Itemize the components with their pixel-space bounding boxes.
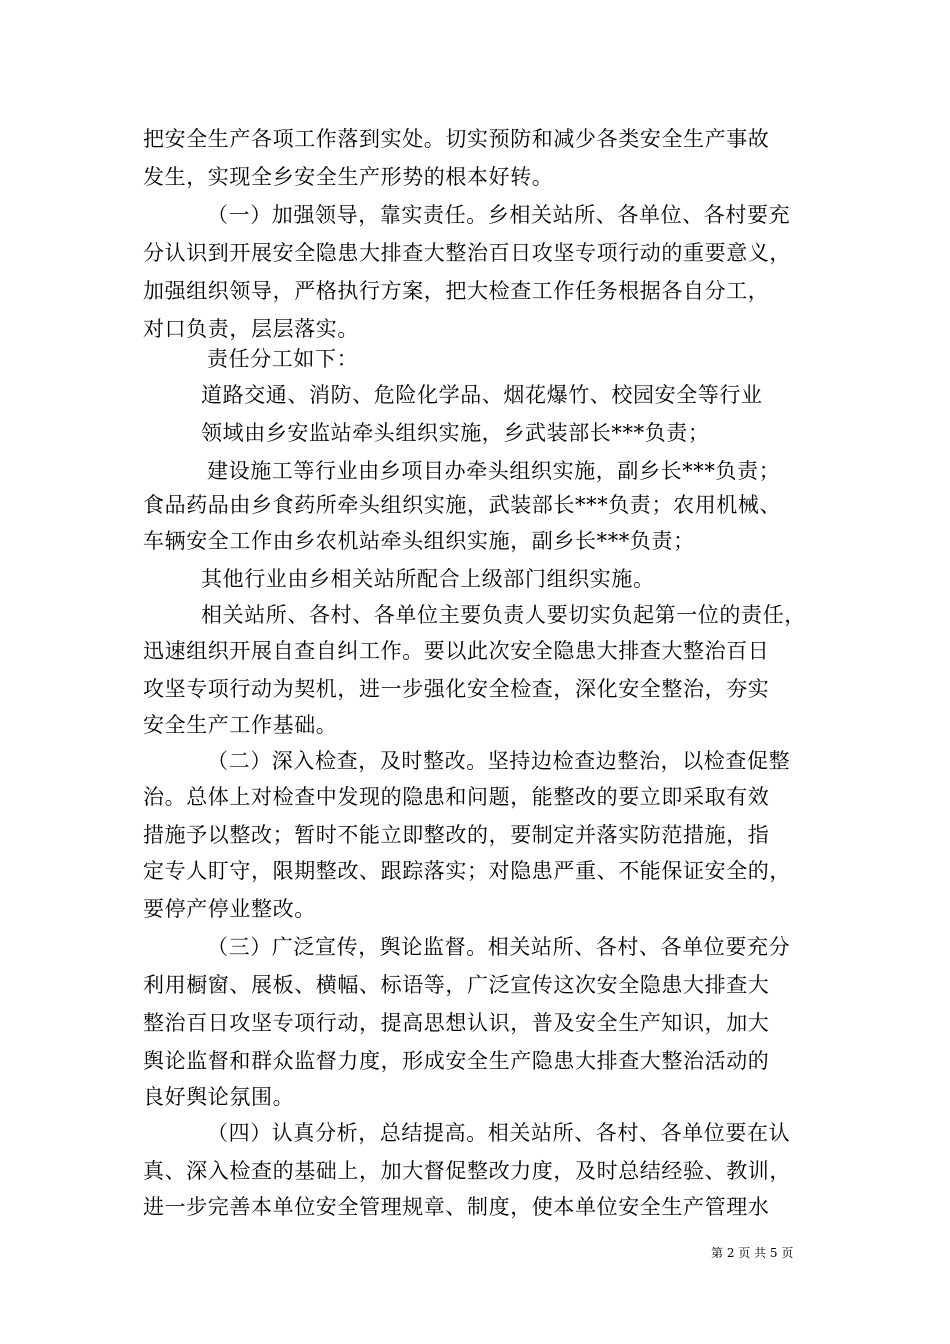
text-line: 进一步完善本单位安全管理规章、制度，使本单位安全生产管理水 [143,1195,770,1219]
text-line: 把安全生产各项工作落到实处。切实预防和减少各类安全生产事故 [143,127,770,151]
text-line: （四）认真分析，总结提高。相关站所、各村、各单位要在认 [207,1121,791,1145]
text-line: 舆论监督和群众监督力度，形成安全生产隐患大排查大整治活动的 [143,1049,770,1073]
text-line: 攻坚专项行动为契机，进一步强化安全检查，深化安全整治，夯实 [143,677,770,701]
text-line: 要停产停业整改。 [143,897,316,921]
text-line: 定专人盯守，限期整改、跟踪落实；对隐患严重、不能保证安全的， [143,859,791,883]
text-line: 治。总体上对检查中发现的隐患和问题，能整改的要立即采取有效 [143,785,770,809]
text-line: 道路交通、消防、危险化学品、烟花爆竹、校园安全等行业 [201,383,763,407]
page-number: 第 2 页 共 5 页 [711,1246,794,1260]
text-line: 分认识到开展安全隐患大排查大整治百日攻坚专项行动的重要意义， [143,241,791,265]
text-line: 责任分工如下： [207,347,359,371]
text-line: 措施予以整改；暂时不能立即整改的，要制定并落实防范措施，指 [143,823,770,847]
text-line: （一）加强领导，靠实责任。乡相关站所、各单位、各村要充 [207,203,791,227]
text-line: 利用橱窗、展板、横幅、标语等，广泛宣传这次安全隐患大排查大 [143,973,770,997]
text-line: 真、深入检查的基础上，加大督促整改力度，及时总结经验、教训， [143,1159,791,1183]
text-line: （二）深入检查，及时整改。坚持边检查边整治，以检查促整 [207,749,791,773]
text-line: 迅速组织开展自查自纠工作。要以此次安全隐患大排查大整治百日 [143,639,770,663]
text-line: 相关站所、各村、各单位主要负责人要切实负起第一位的责任， [201,603,806,627]
text-line: （三）广泛宣传，舆论监督。相关站所、各村、各单位要充分 [207,935,791,959]
text-line: 对口负责，层层落实。 [143,317,359,341]
text-line: 整治百日攻坚专项行动，提高思想认识，普及安全生产知识，加大 [143,1011,770,1035]
text-line: 良好舆论氛围。 [143,1085,295,1109]
text-line: 发生，实现全乡安全生产形势的根本好转。 [143,165,554,189]
text-line: 其他行业由乡相关站所配合上级部门组织实施。 [201,567,655,591]
text-line: 食品药品由乡食药所牵头组织实施，武装部长***负责；农用机械、 [143,493,782,517]
text-line: 领域由乡安监站牵头组织实施，乡武装部长***负责； [201,421,710,445]
text-line: 车辆安全工作由乡农机站牵头组织实施，副乡长***负责； [143,529,695,553]
text-line: 加强组织领导，严格执行方案，把大检查工作任务根据各自分工， [143,279,770,303]
text-line: 安全生产工作基础。 [143,713,338,737]
text-line: 建设施工等行业由乡项目办牵头组织实施，副乡长***负责； [207,459,781,483]
